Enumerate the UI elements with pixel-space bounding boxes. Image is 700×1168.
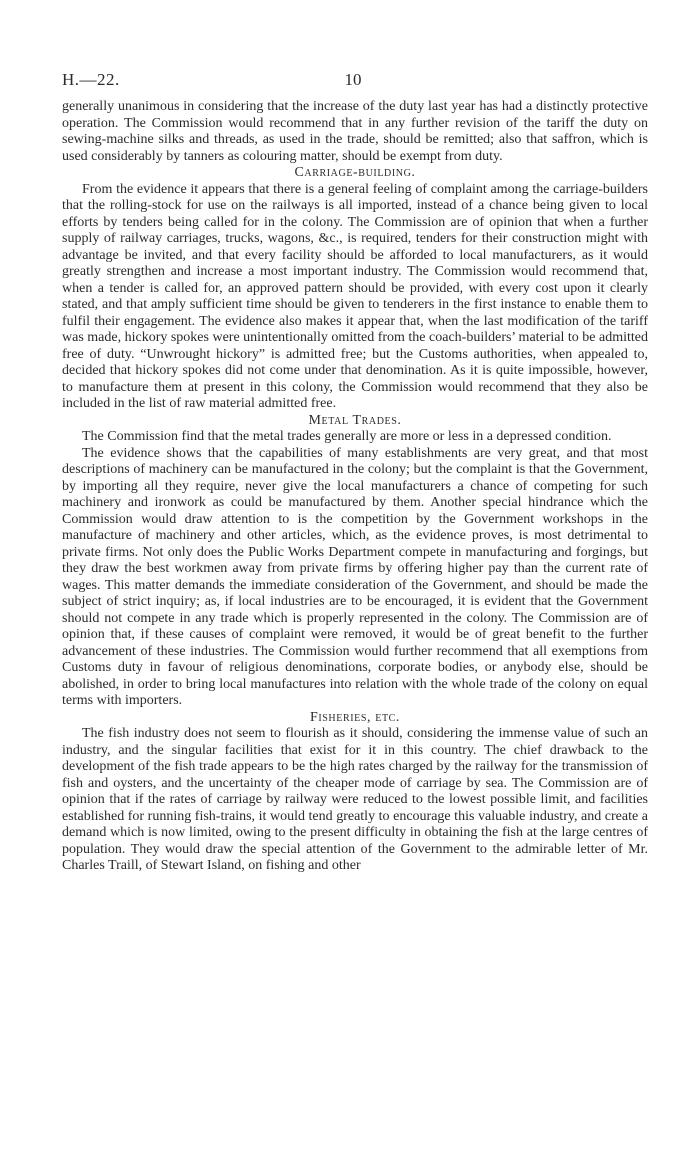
metal-trades-paragraph-2: The evidence shows that the capabilities of many establishments are very great, and that most descriptions of machinery can be manufactured in the colony; but the complaint is that the Government, by importing all they require, never give the local manufacturers a chance of competing for such machinery and ironwork as could be manufactured by them. Another special hindrance which the Commission would draw attention to is the competition by the Government workshops in the manufacture of machinery and other articles, which, as the evidence proves, is most detrimental to private firms. Not only does the Public Works Department compete in manufacturing and forgings, but they draw the best workmen away from private firms by offering higher pay than the current rate of wages. This matter demands the immediate consideration of the Government, and should be made the subject of strict inquiry; as, if local industries are to be encouraged, it is evident that the Government should not compete in any trade which is properly represented in the colony. The Commission are of opinion that, if these causes of complaint were removed, it would be of great benefit to the further advancement of these industries. The Commission would further recommend that all exemptions from Customs duty in favour of religious denominations, corporate bodies, or anybody else, should be abolished, in order to bring local manufactures into relation with the whole trade of the colony on equal terms with importers. (62, 445, 648, 708)
fisheries-paragraph: The fish industry does not seem to flourish as it should, considering the immense value of such an industry, and the singular facilities that exist for it in this country. The chief drawback to the development of the fish trade appears to be the high rates charged by the railway for the transmission of fish and oysters, and the uncertainty of the cheaper mode of carriage by sea. The Commission are of opinion that if the rates of carriage by railway were reduced to the lowest possible limit, and facilities established for running fish-trains, it would tend greatly to encourage this valuable industry, and create a demand which is now limited, owing to the present difficulty in obtaining the fish at the large centres of population. They would draw the special attention of the Government to the admirable letter of Mr. Charles Traill, of Stewart Island, on fishing and other (62, 726, 648, 873)
heading-carriage-building: Carriage-building. (294, 165, 416, 180)
carriage-building-paragraph: From the evidence it appears that there is a general feeling of complaint among the carriage-builders that the rolling-stock for use on the railways is all imported, instead of a chance being given to local efforts by tenders being called for in the colony. The Commission are of opinion that when a further supply of railway carriages, trucks, wagons, &c., is required, tenders for their construction might with advantage be invited, and that every facility should be afforded to local manufacturers, as it would greatly strengthen and increase a most important industry. The Commission would recommend that, when a tender is called for, an approved pattern should be provided, with every cost upon it clearly stated, and that amply sufficient time should be given to tenderers in the first instance to enable them to fulfil their engagement. The evidence also makes it appear that, when the last modification of the tariff was made, hickory spokes were unintentionally omitted from the coach-builders’ material to be admitted free of duty. “Unwrought hickory” is admitted free; but the Customs authorities, when appealed to, decided that hickory spokes did not come under that denomination. As it is quite impossible, however, to manufacture them at present in this colony, the Commission would recommend that they also be included in the list of raw material admitted free. (62, 181, 649, 411)
intro-paragraph: generally unanimous in considering that the increase of the duty last year has had a distinctly protective operation. The Commission would recommend that in any further revision of the tariff the duty on sewing-machine silks and threads, as used in the trade, should be remitted; also that saffron, which is used considerably by tanners as colouring matter, should be exempt from duty. (62, 99, 648, 164)
page-body (62, 99, 648, 875)
document-reference: H.—22. (62, 70, 120, 89)
page-header (62, 70, 644, 94)
page-number: 10 (344, 70, 362, 89)
metal-trades-paragraph-1: The Commission find that the metal trades generally are more or less in a depressed condition. (82, 429, 612, 444)
heading-metal-trades: Metal Trades. (308, 412, 402, 428)
heading-fisheries: Fisheries, etc. (309, 709, 401, 725)
